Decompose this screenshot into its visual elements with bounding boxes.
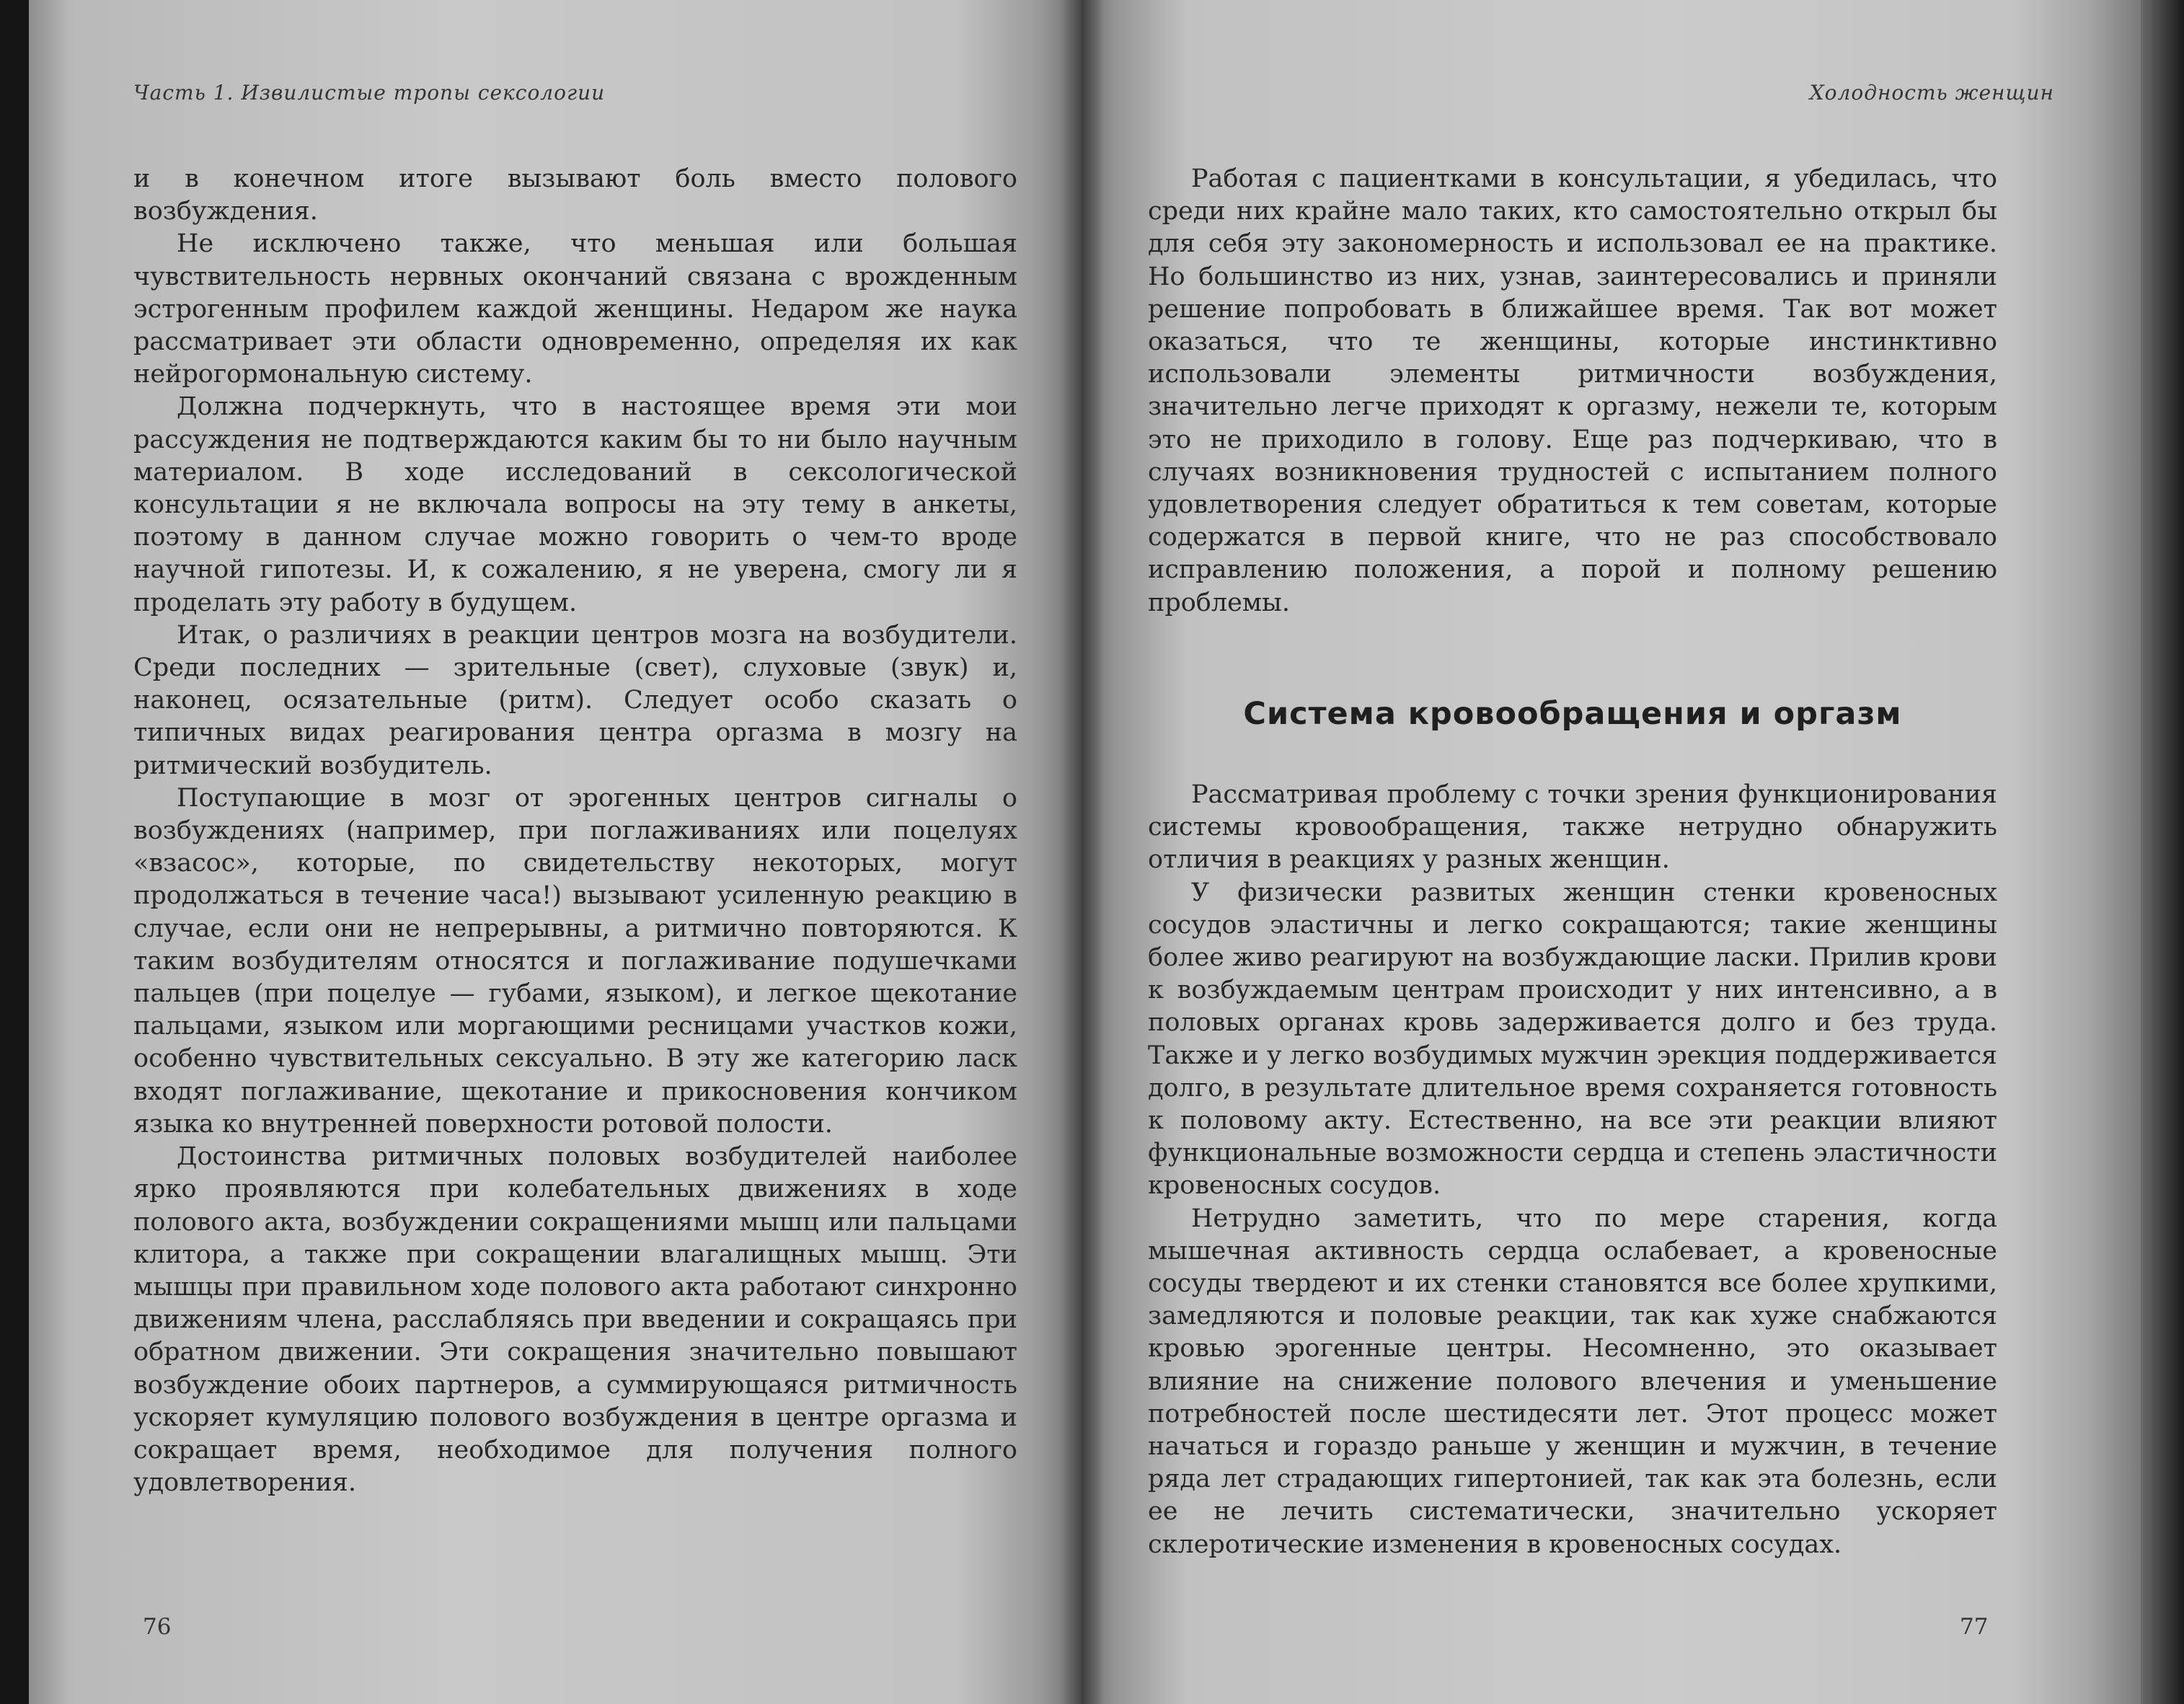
running-head-left: Часть 1. Извилистые тропы сексологии	[133, 81, 606, 105]
paragraph: Работая с пациентками в консультации, я убедилась, что среди них крайне мало таких, кто самостоятельно открыл бы для себя эту закономерность и использовал ее на практике. Но большинство из них, узнав, заинтересовались и приняли решение попробовать в ближайшее время. Так вот может оказаться, что те женщины, которые инстинктивно использовали элементы ритмичности возбуждения, значительно легче приходят к оргазму, нежели те, которым это не приходило в голову. Еще раз подчеркиваю, что в случаях возникновения трудностей с испытанием полного удовлетворения следует обратиться к тем советам, которые содержатся в первой книге, что не раз способствовало исправлению положения, а порой и полному решению проблемы.	[1148, 164, 1997, 617]
paragraph: и в конечном итоге вызывают боль вместо полового возбуждения.	[133, 164, 1017, 226]
paragraph: Нетрудно заметить, что по мере старения, когда мышечная активность сердца ослабевает, а кровеносные сосуды твердеют и их стенки становятся все более хрупкими, замедляются и половые реакции, так как хуже снабжаются кровью эрогенные центры. Несомненно, это оказывает влияние на снижение полового влечения и уменьшение потребностей после шестидесяти лет. Этот процесс может начаться и гораздо раньше у женщин и мужчин, в течение ряда лет страдающих гипертонией, так как эта болезнь, если ее не лечить систематически, значительно ускоряет склеротические изменения в кровеносных сосудах.	[1148, 1204, 1997, 1559]
paragraph: У физически развитых женщин стенки кровеносных сосудов эластичны и легко сокращаются; такие женщины более живо реагируют на возбуждающие ласки. Прилив крови к возбуждаемым центрам происходит у них интенсивно, а в половых органах кровь задерживается долго и без труда. Также и у легко возбудимых мужчин эрекция поддерживается долго, в результате длительное время сохраняется готовность к половому акту. Естественно, на все эти реакции влияют функциональные возможности сердца и степень эластичности кровеносных сосудов.	[1148, 878, 1997, 1201]
book-gutter	[1060, 0, 1103, 1704]
left-page	[29, 0, 1082, 1704]
left-page-text	[133, 163, 1017, 1499]
page-number-left: 76	[143, 1614, 172, 1640]
paragraph: Не исключено также, что меньшая или большая чувствительность нервных окончаний связана с врожденным эстрогенным профилем каждой женщины. Недаром же наука рассматривает эти области одновременно, определяя их как нейрогормональную систему.	[133, 229, 1017, 389]
page-number-right: 77	[1960, 1614, 1989, 1640]
running-head-right: Холодность женщин	[1809, 81, 2054, 105]
paragraph: Достоинства ритмичных половых возбудителей наиболее ярко проявляются при колебательных движениях в ходе полового акта, возбуждении сокращениями мышц или пальцами клитора, а также при сокращении влагалищных мышц. Эти мышцы при правильном ходе полового акта работают синхронно движениям члена, расслабляясь при введении и сокращаясь при обратном движении. Эти сокращения значительно повышают возбуждение обоих партнеров, а суммирующаяся ритмичность ускоряет кумуляцию полового возбуждения в центре оргазма и сокращает время, необходимое для получения полного удовлетворения.	[133, 1142, 1017, 1498]
page-edges	[2141, 0, 2184, 1704]
right-page-text-bottom	[1148, 779, 1997, 1561]
right-page-text-top	[1148, 163, 1997, 619]
paragraph: Поступающие в мозг от эрогенных центров сигналы о возбуждениях (например, при поглаживаниях или поцелуях «взасос», которые, по свидетельству некоторых, могут продолжаться в течение часа!) вызывают усиленную реакцию в случае, если они не непрерывны, а ритмично повторяются. К таким возбудителям относятся и поглаживание подушечками пальцев (при поцелуе — губами, языком), и легкое щекотание пальцами, языком или моргающими ресницами участков кожи, особенно чувствительных сексуально. В эту же категорию ласк входят поглаживание, щекотание и прикосновения кончиком языка ко внутренней поверхности ротовой полости.	[133, 783, 1017, 1139]
section-title: Система кровообращения и оргазм	[1243, 696, 1902, 732]
paragraph: Итак, о различиях в реакции центров мозга на возбудители. Среди последних — зрительные (свет), слуховые (звук) и, наконец, осязательные (ритм). Следует особо сказать о типичных видах реагирования центра оргазма в мозгу на ритмический возбудитель.	[133, 620, 1017, 780]
paragraph: Рассматривая проблему с точки зрения функционирования системы кровообращения, также нетрудно обнаружить отличия в реакциях у разных женщин.	[1148, 780, 1997, 875]
paragraph: Должна подчеркнуть, что в настоящее время эти мои рассуждения не подтверждаются каким бы то ни было научным материалом. В ходе исследований в сексологической консультации я не включала вопросы на эту тему в анкеты, поэтому в данном случае можно говорить о чем-то вроде научной гипотезы. И, к сожалению, я не уверена, смогу ли я проделать эту работу в будущем.	[133, 392, 1017, 617]
right-page	[1082, 0, 2141, 1704]
